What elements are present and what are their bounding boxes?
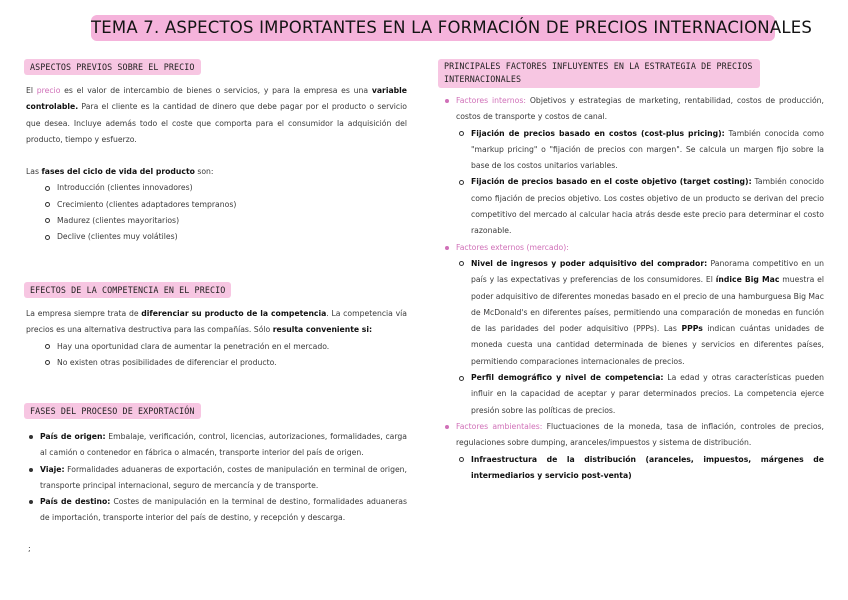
list-item: Declive (clientes muy volátiles)	[42, 229, 407, 245]
section-body-ciclo-vida	[26, 164, 407, 245]
stray-mark: ;	[28, 544, 31, 553]
list-item: Fijación de precios basado en el coste objetivo (target costing): También conocido como fijación de precios objetivo. Los costes objetivo de un producto se derivan del precio competitivo del mercado al calcular hacia atrás desde este precio para determinar el costo razonable.	[456, 174, 824, 239]
list-item: No existen otras posibilidades de diferenciar el producto.	[42, 355, 407, 371]
paragraph-fases: Las fases del ciclo de vida del producto son:	[26, 167, 214, 176]
list-item: Hay una oportunidad clara de aumentar la penetración en el mercado.	[42, 339, 407, 355]
list-item: País de destino: Costes de manipulación en la terminal de destino, formalidades aduaneras de importación, transporte interior del país de destino, y recepción y descarga.	[26, 494, 407, 527]
section-body-exportacion	[26, 429, 407, 527]
list-item: Perfil demográfico y nivel de competencia: La edad y otras características pueden influir en la capacidad de aceptar y parar determinados precios. La competencia ejerce presión sobre las políticas de precios.	[456, 370, 824, 419]
list-phases	[42, 180, 407, 245]
list-item: País de origen: Embalaje, verificación, control, licencias, autorizaciones, formalidades, carga al camión o contenedor en fábrica o almacén, transporte interior del país de origen.	[26, 429, 407, 462]
list-item: Infraestructura de la distribución (aranceles, impuestos, márgenes de intermediarios y servicio post-venta)	[456, 452, 824, 485]
section-heading-exportacion: FASES DEL PROCESO DE EXPORTACIÓN	[24, 403, 201, 419]
list-internal-sub	[456, 126, 824, 240]
list-item: Nivel de ingresos y poder adquisitivo del comprador: Panorama competitivo en un país y las expectativas y preferencias de los consumidores. El índice Big Mac muestra el poder adquisitivo de diferentes monedas basado en el precio de una hamburguesa Big Mac de McDonald's en diferentes países, permitiendo una comparación de monedas en función de las paridades del poder adquisitivo (PPPs). Las PPPs indican cuántas unidades de moneda cuesta una cantidad determinada de bienes y servicios en diferentes países, permitiendo comparaciones internacionales de precios.	[456, 256, 824, 370]
paragraph-precio: El precio es el valor de intercambio de bienes o servicios, y para la empresa es una variable controlable. Para el cliente es la cantidad de dinero que debe pagar por el producto o servicio que desea. Incluye además todo el coste que comporta para el consumidor la adquisición del producto, tiempo y esfuerzo.	[26, 86, 407, 144]
highlight-precio: precio	[36, 86, 61, 95]
section-heading-aspectos-previos: ASPECTOS PREVIOS SOBRE EL PRECIO	[24, 59, 201, 75]
page-title: TEMA 7. ASPECTOS IMPORTANTES EN LA FORMACIÓN DE PRECIOS INTERNACIONALES	[91, 15, 775, 41]
paragraph-competencia: La empresa siempre trata de diferenciar su producto de la competencia. La competencia vía precios es una alternativa destructiva para las compañías. Sólo resulta conveniente si:	[26, 309, 407, 335]
section-body-aspectos-previos	[26, 83, 407, 148]
list-environmental-sub	[456, 452, 824, 485]
list-item-external: Factores externos (mercado): Nivel de ingresos y poder adquisitivo del comprador: Panorama competitivo en un país y las expectativas y preferencias de los consumidores. El índice Big Mac muestra el poder adquisitivo de diferentes monedas basado en el precio de una hamburguesa Big Mac de McDonald's en diferentes países, permitiendo una comparación de monedas en función de las paridades del poder adquisitivo (PPPs). Las PPPs indican cuántas unidades de moneda cuesta una cantidad determinada de bienes y servicios en diferentes países, permitiendo comparaciones internacionales de precios. Perfil demográfico y nivel de competencia: La edad y otras características pueden influir en la capacidad de aceptar y parar determinados precios. La competencia ejerce presión sobre las políticas de precios.	[442, 240, 824, 419]
list-item: Crecimiento (clientes adaptadores tempranos)	[42, 197, 407, 213]
list-item: Introducción (clientes innovadores)	[42, 180, 407, 196]
section-heading-factores: PRINCIPALES FACTORES INFLUYENTES EN LA ESTRATEGIA DE PRECIOS INTERNACIONALES	[438, 59, 760, 88]
section-body-factores	[442, 93, 824, 484]
list-external-sub	[456, 256, 824, 419]
list-item: Viaje: Formalidades aduaneras de exportación, costes de manipulación en terminal de origen, transporte principal internacional, seguro de mercancía y de transporte.	[26, 462, 407, 495]
section-body-competencia	[26, 306, 407, 371]
section-heading-competencia: EFECTOS DE LA COMPETENCIA EN EL PRECIO	[24, 282, 231, 298]
list-factors	[442, 93, 824, 484]
list-item-internal: Factores internos: Objetivos y estrategias de marketing, rentabilidad, costos de producción, costos de transporte y costos de canal. Fijación de precios basado en costos (cost-plus pricing): También conocida como "markup pricing" o "fijación de precios con margen". Se calcula un margen fijo sobre la base de los costos unitarios variables. Fijación de precios basado en el coste objetivo (target costing): También conocido como fijación de precios objetivo. Los costes objetivo de un producto se derivan del precio competitivo del mercado al calcular hacia atrás desde este precio para determinar el costo razonable.	[442, 93, 824, 240]
list-export-phases	[26, 429, 407, 527]
list-item-environmental: Factores ambientales: Fluctuaciones de la moneda, tasa de inflación, controles de precios, regulaciones sobre dumping, aranceles/impuestos y sistema de distribución. Infraestructura de la distribución (aranceles, impuestos, márgenes de intermediarios y servicio post-venta)	[442, 419, 824, 484]
list-item: Madurez (clientes mayoritarios)	[42, 213, 407, 229]
list-conditions	[42, 339, 407, 372]
list-item: Fijación de precios basado en costos (cost-plus pricing): También conocida como "markup pricing" o "fijación de precios con margen". Se calcula un margen fijo sobre la base de los costos unitarios variables.	[456, 126, 824, 175]
